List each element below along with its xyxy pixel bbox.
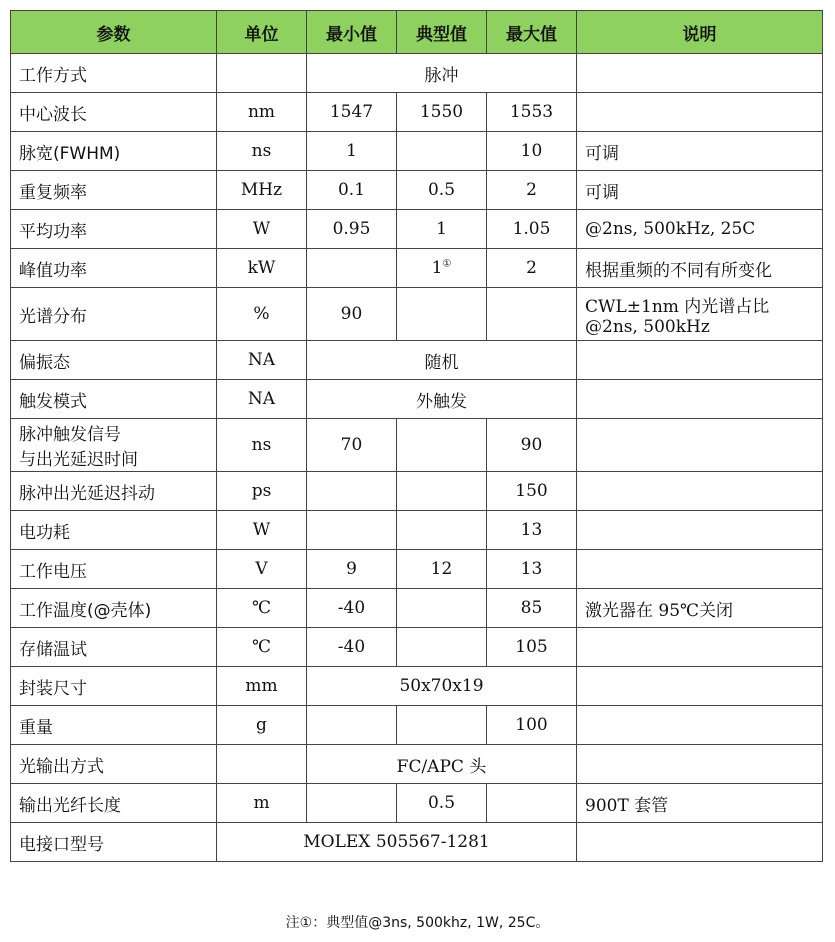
unit-cell: W bbox=[217, 511, 307, 550]
note-cell bbox=[577, 628, 823, 667]
param-name-line: 与出光延迟时间 bbox=[19, 450, 138, 470]
typ-cell: 0.5 bbox=[397, 171, 487, 210]
table-row bbox=[11, 132, 823, 171]
typ-value: 1 bbox=[431, 258, 443, 278]
max-cell: 100 bbox=[487, 706, 577, 745]
min-cell: 90 bbox=[307, 288, 397, 341]
table-row bbox=[11, 171, 823, 210]
table-row bbox=[11, 550, 823, 589]
min-cell bbox=[307, 249, 397, 288]
table-row bbox=[11, 341, 823, 380]
table-row bbox=[11, 93, 823, 132]
note-cell bbox=[577, 380, 823, 419]
min-cell: 1 bbox=[307, 132, 397, 171]
unit-cell: MHz bbox=[217, 171, 307, 210]
min-cell bbox=[307, 784, 397, 823]
param-name bbox=[11, 419, 217, 472]
typ-cell bbox=[397, 511, 487, 550]
min-cell: 70 bbox=[307, 419, 397, 472]
min-cell bbox=[307, 706, 397, 745]
max-cell: 85 bbox=[487, 589, 577, 628]
header-min: 最小值 bbox=[307, 11, 397, 54]
note-line: @2ns, 500kHz bbox=[585, 316, 710, 337]
param-name: 工作方式 bbox=[11, 54, 217, 93]
table-row bbox=[11, 784, 823, 823]
note-cell bbox=[577, 706, 823, 745]
unit-cell: NA bbox=[217, 341, 307, 380]
max-cell: 150 bbox=[487, 472, 577, 511]
param-name: 平均功率 bbox=[11, 210, 217, 249]
param-name: 存储温试 bbox=[11, 628, 217, 667]
min-cell: -40 bbox=[307, 628, 397, 667]
typ-cell bbox=[397, 706, 487, 745]
typ-cell: 1550 bbox=[397, 93, 487, 132]
param-name: 光输出方式 bbox=[11, 745, 217, 784]
unit-cell: nm bbox=[217, 93, 307, 132]
table-row bbox=[11, 628, 823, 667]
max-cell: 2 bbox=[487, 171, 577, 210]
min-cell: 0.1 bbox=[307, 171, 397, 210]
typ-cell: 0.5 bbox=[397, 784, 487, 823]
table-row bbox=[11, 745, 823, 784]
unit-cell: mm bbox=[217, 667, 307, 706]
unit-cell: V bbox=[217, 550, 307, 589]
unit-cell bbox=[217, 745, 307, 784]
typ-cell: 1 bbox=[397, 210, 487, 249]
table-row bbox=[11, 288, 823, 341]
min-cell: 9 bbox=[307, 550, 397, 589]
typ-cell bbox=[397, 589, 487, 628]
min-cell: 0.95 bbox=[307, 210, 397, 249]
table-row bbox=[11, 667, 823, 706]
footnote-marker: ① bbox=[442, 258, 452, 270]
note-cell: 可调 bbox=[577, 132, 823, 171]
note-line: CWL±1nm 内光谱占比 bbox=[585, 296, 770, 317]
param-name: 重量 bbox=[11, 706, 217, 745]
typ-cell bbox=[397, 472, 487, 511]
param-name: 脉冲出光延迟抖动 bbox=[11, 472, 217, 511]
table-row bbox=[11, 589, 823, 628]
table-row bbox=[11, 511, 823, 550]
typ-cell bbox=[397, 288, 487, 341]
unit-cell: g bbox=[217, 706, 307, 745]
param-name: 封装尺寸 bbox=[11, 667, 217, 706]
note-cell: @2ns, 500kHz, 25C bbox=[577, 210, 823, 249]
param-name-line: 脉冲触发信号 bbox=[19, 425, 121, 445]
spec-table bbox=[10, 10, 823, 862]
header-note: 说明 bbox=[577, 11, 823, 54]
note-cell bbox=[577, 93, 823, 132]
note-cell bbox=[577, 745, 823, 784]
note-cell: 可调 bbox=[577, 171, 823, 210]
unit-cell: ns bbox=[217, 419, 307, 472]
note-cell bbox=[577, 511, 823, 550]
unit-cell: ns bbox=[217, 132, 307, 171]
table-row bbox=[11, 54, 823, 93]
max-cell bbox=[487, 288, 577, 341]
param-name: 重复频率 bbox=[11, 171, 217, 210]
unit-cell: ps bbox=[217, 472, 307, 511]
param-name: 触发模式 bbox=[11, 380, 217, 419]
param-name: 工作温度(@壳体) bbox=[11, 589, 217, 628]
param-name: 偏振态 bbox=[11, 341, 217, 380]
table-row bbox=[11, 706, 823, 745]
merged-value: MOLEX 505567-1281 bbox=[217, 823, 577, 862]
note-cell bbox=[577, 419, 823, 472]
table-row bbox=[11, 380, 823, 419]
min-cell bbox=[307, 511, 397, 550]
param-name: 工作电压 bbox=[11, 550, 217, 589]
merged-value: 随机 bbox=[307, 341, 577, 380]
note-cell: 激光器在 95℃关闭 bbox=[577, 589, 823, 628]
unit-cell bbox=[217, 54, 307, 93]
header-max: 最大值 bbox=[487, 11, 577, 54]
max-cell: 13 bbox=[487, 511, 577, 550]
typ-cell bbox=[397, 628, 487, 667]
note-cell: 根据重频的不同有所变化 bbox=[577, 249, 823, 288]
table-row bbox=[11, 210, 823, 249]
table-row bbox=[11, 249, 823, 288]
max-cell: 2 bbox=[487, 249, 577, 288]
merged-value: FC/APC 头 bbox=[307, 745, 577, 784]
param-name: 光谱分布 bbox=[11, 288, 217, 341]
note-cell bbox=[577, 54, 823, 93]
note-cell bbox=[577, 472, 823, 511]
max-cell bbox=[487, 784, 577, 823]
unit-cell: NA bbox=[217, 380, 307, 419]
note-cell bbox=[577, 823, 823, 862]
unit-cell: ℃ bbox=[217, 589, 307, 628]
unit-cell: W bbox=[217, 210, 307, 249]
max-cell: 1553 bbox=[487, 93, 577, 132]
note-cell: 900T 套管 bbox=[577, 784, 823, 823]
param-name: 中心波长 bbox=[11, 93, 217, 132]
note-cell bbox=[577, 341, 823, 380]
typ-cell bbox=[397, 249, 487, 288]
unit-cell: kW bbox=[217, 249, 307, 288]
max-cell: 105 bbox=[487, 628, 577, 667]
merged-value: 外触发 bbox=[307, 380, 577, 419]
param-name: 电功耗 bbox=[11, 511, 217, 550]
header-row bbox=[11, 11, 823, 54]
note-cell bbox=[577, 667, 823, 706]
param-name: 输出光纤长度 bbox=[11, 784, 217, 823]
header-unit: 单位 bbox=[217, 11, 307, 54]
typ-cell bbox=[397, 419, 487, 472]
typ-cell bbox=[397, 132, 487, 171]
max-cell: 10 bbox=[487, 132, 577, 171]
min-cell: 1547 bbox=[307, 93, 397, 132]
merged-value: 50x70x19 bbox=[307, 667, 577, 706]
table-row bbox=[11, 419, 823, 472]
min-cell bbox=[307, 472, 397, 511]
min-cell: -40 bbox=[307, 589, 397, 628]
param-name: 峰值功率 bbox=[11, 249, 217, 288]
unit-cell: ℃ bbox=[217, 628, 307, 667]
table-row bbox=[11, 472, 823, 511]
typ-cell: 12 bbox=[397, 550, 487, 589]
max-cell: 90 bbox=[487, 419, 577, 472]
max-cell: 1.05 bbox=[487, 210, 577, 249]
merged-value: 脉冲 bbox=[307, 54, 577, 93]
param-name: 脉宽(FWHM) bbox=[11, 132, 217, 171]
unit-cell: % bbox=[217, 288, 307, 341]
footnote: 注①：典型值@3ns, 500khz, 1W, 25C。 bbox=[285, 915, 550, 931]
unit-cell: m bbox=[217, 784, 307, 823]
max-cell: 13 bbox=[487, 550, 577, 589]
note-cell bbox=[577, 550, 823, 589]
header-typ: 典型值 bbox=[397, 11, 487, 54]
param-name: 电接口型号 bbox=[11, 823, 217, 862]
table-row bbox=[11, 823, 823, 862]
header-param: 参数 bbox=[11, 11, 217, 54]
note-cell bbox=[577, 288, 823, 341]
